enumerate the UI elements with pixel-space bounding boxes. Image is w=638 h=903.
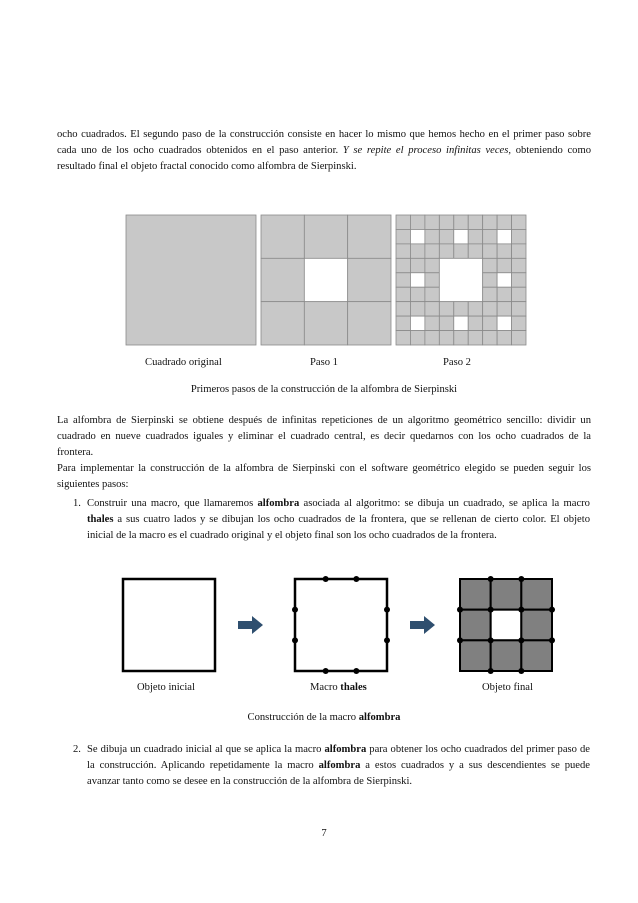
final-frontier-square (491, 579, 522, 610)
step2-square-cell-cell (512, 229, 526, 243)
grid-point (549, 607, 555, 613)
step1-square-cell (304, 215, 347, 258)
step2-square-cell-cell (425, 331, 439, 345)
intro-text: ocho cuadrados. El segundo paso de la construcción consiste en hacer lo mismo que hemos hecho en el primer paso sobre cada uno de los ocho cuadrados obtenidos en el paso anterior. (57, 129, 591, 156)
list-item-1-bold: thales (87, 514, 114, 525)
step2-square-cell-cell (483, 302, 497, 316)
step2-square-cell-cell (396, 316, 410, 330)
step1-square-cell (261, 258, 304, 301)
step2-square-cell-cell (483, 244, 497, 258)
trisection-point (353, 576, 359, 582)
step2-square-cell-cell (410, 331, 424, 345)
step2-square-cell-cell (425, 244, 439, 258)
grid-point (518, 668, 524, 674)
list-item-2-bold: alfombra (318, 760, 361, 771)
label-initial-object: Objeto inicial (137, 682, 195, 693)
step2-square-cell-cell (512, 287, 526, 301)
list-item-1-text: Construir una macro, que llamaremos (87, 498, 258, 509)
final-frontier-square (521, 640, 552, 671)
step2-square-cell-cell (512, 258, 526, 272)
step2-square-cell-cell (497, 244, 511, 258)
list-item-2-text: a estos cuadrados y a sus descendientes se puede avanzar tanto como se desee en la construcción de la alfombra de Sierpinski. (87, 760, 590, 787)
label-macro-thales (310, 681, 367, 695)
list-item-2-bold: alfombra (324, 744, 367, 755)
step2-square-cell-cell (483, 258, 497, 272)
list-item-1-number: 1. (73, 498, 81, 509)
step2-square-cell-cell (439, 215, 453, 229)
step2-square-cell-cell (425, 316, 439, 330)
step2-square-cell-cell (439, 244, 453, 258)
step2-square-cell-cell (454, 244, 468, 258)
step2-square-cell-hole (497, 273, 511, 287)
step2-square-cell-hole (454, 229, 468, 243)
grid-point (549, 637, 555, 643)
step2-square-cell-cell (468, 331, 482, 345)
list-item-2-text: Se dibuja un cuadrado inicial al que se aplica la macro (87, 744, 325, 755)
final-frontier-square (521, 610, 552, 641)
grid-point (488, 637, 494, 643)
trisection-point (384, 607, 390, 613)
step2-square-cell-cell (468, 316, 482, 330)
step2-square-cell-cell (497, 215, 511, 229)
step2-square-cell-cell (425, 215, 439, 229)
step2-square-cell-cell (483, 316, 497, 330)
grid-point (518, 576, 524, 582)
step2-square-cell-cell (439, 302, 453, 316)
step1-square-cell (261, 302, 304, 345)
list-item-1-text: asociada al algoritmo: se dibuja un cuadrado, se aplica la macro (299, 498, 590, 509)
label-step-2: Paso 2 (443, 357, 471, 368)
step1-square-cell (304, 302, 347, 345)
step2-square-cell-cell (396, 229, 410, 243)
trisection-point (323, 668, 329, 674)
list-item-1 (87, 496, 590, 544)
step2-square-cell-cell (512, 273, 526, 287)
step2-square-cell-cell (410, 258, 424, 272)
step2-square-cell-cell (396, 244, 410, 258)
step2-square-cell-cell (439, 316, 453, 330)
step2-square-cell-cell (410, 215, 424, 229)
step2-square-cell-cell (497, 258, 511, 272)
step2-square-cell-hole (410, 316, 424, 330)
intro-italic-text: Y se repite el proceso infinitas veces, (342, 145, 512, 156)
grid-point (518, 607, 524, 613)
list-item-1-bold: alfombra (257, 498, 300, 509)
step1-square-cell (348, 215, 391, 258)
step2-square-cell-hole (410, 273, 424, 287)
trisection-point (353, 668, 359, 674)
list-item-1-text: a sus cuatro lados y se dibujan los ocho cuadrados de la frontera, que se rellenan de cierto color. El objeto inicial de la macro es el cuadrado original y el objeto final son los ocho cuadrados de la frontera. (87, 514, 590, 541)
label-final-object: Objeto final (482, 682, 533, 693)
label-macro-text: Macro (310, 682, 341, 693)
thales-square (295, 579, 387, 671)
sierpinski-steps-figure (126, 215, 526, 345)
label-macro-bold: thales (340, 682, 367, 693)
step2-square-cell-cell (396, 215, 410, 229)
step2-square-cell-cell (512, 331, 526, 345)
step2-square-cell-cell (454, 215, 468, 229)
step2-square-cell-hole (497, 316, 511, 330)
step2-square-cell-cell (483, 287, 497, 301)
final-frontier-square (460, 610, 491, 641)
label-original-square: Cuadrado original (145, 357, 222, 368)
step2-square-cell-cell (396, 302, 410, 316)
step2-square-cell-cell (410, 302, 424, 316)
intro-paragraph (57, 127, 591, 175)
body-paragraph-1: La alfombra de Sierpinski se obtiene después de infinitas repeticiones de un algoritmo geométrico sencillo: dividir un cuadrado en nueve cuadrados iguales y eliminar el cuadrado central, es decir quedarnos con los ocho cuadrados de la frontera. (57, 415, 591, 458)
arrow-right-icon (410, 616, 435, 634)
step1-square-cell (261, 215, 304, 258)
figure2-caption-bold: alfombra (358, 712, 401, 723)
label-step-1: Paso 1 (310, 357, 338, 368)
step2-square-cell-cell (425, 258, 439, 272)
original-square (126, 215, 256, 345)
alfombra-macro-figure (120, 576, 560, 676)
step2-square-cell-cell (512, 215, 526, 229)
step2-square-cell-cell (468, 215, 482, 229)
step2-square-cell-cell (396, 331, 410, 345)
step2-square-cell-cell (454, 302, 468, 316)
final-frontier-square (491, 640, 522, 671)
grid-point (488, 607, 494, 613)
page-number: 7 (321, 828, 327, 839)
step2-square-cell-cell (497, 302, 511, 316)
step2-square-cell-cell (497, 331, 511, 345)
step2-square-cell-cell (512, 316, 526, 330)
step2-square-cell-cell (454, 331, 468, 345)
grid-point (488, 576, 494, 582)
step2-square-cell-hole (410, 229, 424, 243)
step2-square-cell-cell (425, 287, 439, 301)
step2-square-cell-cell (439, 331, 453, 345)
step2-square-cell-hole (454, 316, 468, 330)
step2-square-cell-cell (396, 258, 410, 272)
initial-square (123, 579, 215, 671)
intro-text-end: obteniendo como resultado final el objeto fractal conocido como alfombra de Sierpinski. (57, 145, 592, 172)
step2-square-cell-cell (410, 287, 424, 301)
final-frontier-square (460, 579, 491, 610)
step2-square-cell-cell (425, 273, 439, 287)
trisection-point (292, 637, 298, 643)
final-frontier-square (460, 640, 491, 671)
list-item-2-number: 2. (73, 744, 81, 755)
step2-square-cell-cell (483, 273, 497, 287)
step2-square-cell-cell (439, 229, 453, 243)
figure2-caption-text: Construcción de la macro (247, 712, 359, 723)
grid-point (518, 637, 524, 643)
step2-square-cell-cell (468, 302, 482, 316)
step2-square-cell-cell (425, 302, 439, 316)
step1-square-cell (348, 302, 391, 345)
step1-square-hole (304, 258, 347, 301)
step2-square-cell-cell (483, 331, 497, 345)
grid-point (457, 637, 463, 643)
step2-square-cell-cell (468, 229, 482, 243)
step2-square-cell-cell (425, 229, 439, 243)
body-paragraph-2: Para implementar la construcción de la alfombra de Sierpinski con el software geométrico elegido se pueden seguir los siguientes pasos: (57, 463, 591, 490)
step2-square-hole (439, 258, 482, 301)
step2-square-cell-cell (468, 244, 482, 258)
final-center-hole (491, 610, 522, 641)
list-item-2 (87, 742, 590, 790)
final-frontier-square (521, 579, 552, 610)
trisection-point (384, 637, 390, 643)
step2-square-cell-cell (497, 287, 511, 301)
arrow-right-icon (238, 616, 263, 634)
trisection-point (323, 576, 329, 582)
step2-square-cell-cell (512, 302, 526, 316)
trisection-point (292, 607, 298, 613)
grid-point (457, 607, 463, 613)
grid-point (488, 668, 494, 674)
step2-square-cell-cell (396, 287, 410, 301)
step2-square-cell-cell (483, 215, 497, 229)
step2-square-cell-cell (512, 244, 526, 258)
figure1-caption: Primeros pasos de la construcción de la alfombra de Sierpinski (190, 384, 458, 395)
list-item-2-text: para obtener los ocho cuadrados del primer paso de la construcción. Aplicando repetidamente la macro (87, 744, 591, 771)
step2-square-cell-hole (497, 229, 511, 243)
figure2-caption (57, 711, 591, 725)
step2-square-cell-cell (396, 273, 410, 287)
step2-square-cell-cell (483, 229, 497, 243)
step1-square-cell (348, 258, 391, 301)
step2-square-cell-cell (410, 244, 424, 258)
